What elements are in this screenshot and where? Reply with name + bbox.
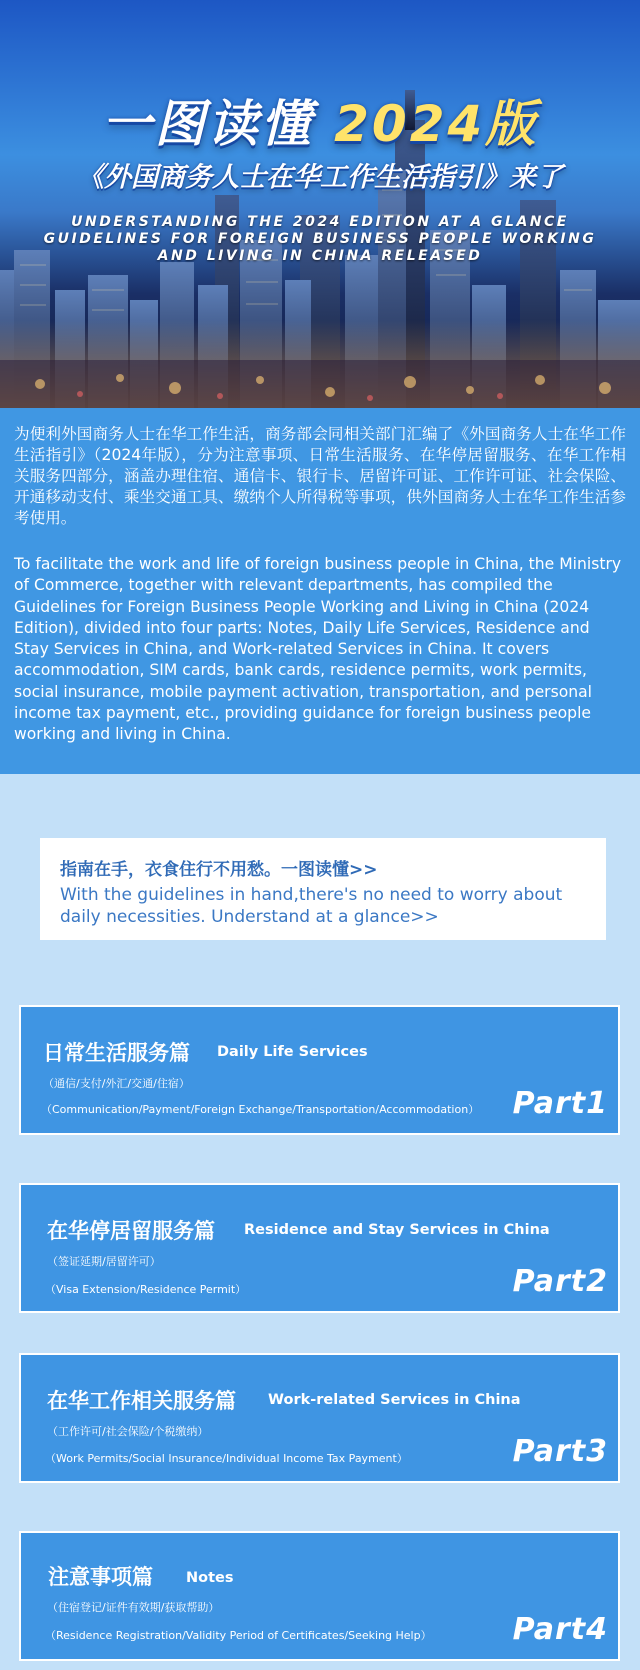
part-title-en: Residence and Stay Services in China — [244, 1222, 550, 1238]
hero-banner — [0, 0, 640, 408]
part-label: Part1 — [512, 1086, 608, 1121]
part-title-zh: 在华停居留服务篇 — [47, 1219, 215, 1243]
part-card-residence-stay[interactable] — [19, 1183, 620, 1313]
hero-english-title: UNDERSTANDING THE 2024 EDITION AT A GLANCE GUIDELINES FOR FOREIGN BUSINESS PEOPLE WORKING AND LIVING IN CHINA RELEASED — [43, 214, 597, 264]
part-tags-en: （Residence Registration/Validity Period of Certificates/Seeking Help） — [45, 1629, 432, 1642]
part-title-zh: 注意事项篇 — [48, 1565, 153, 1589]
part-title-zh: 在华工作相关服务篇 — [47, 1389, 236, 1413]
part-tags-zh: （签证延期/居留许可） — [47, 1255, 161, 1268]
hero-title-year: 2024版 — [334, 95, 539, 153]
intro-chinese-text: 为便利外国商务人士在华工作生活，商务部会同相关部门汇编了《外国商务人士在华工作生活指引》（2024年版），分为注意事项、日常生活服务、在华停居留服务、在华工作相关服务四部分，涵盖办理住宿、通信卡、银行卡、居留许可证、工作许可证、社会保险、开通移动支付、乘坐交通工具、缴纳个人所得税等事项，供外国商务人士在华工作生活参考使用。 — [14, 425, 626, 527]
guide-english-text: With the guidelines in hand,there's no need to worry about daily necessities. Understand at a glance>> — [60, 885, 563, 927]
part-title-zh: 日常生活服务篇 — [43, 1041, 190, 1065]
part-label: Part2 — [512, 1264, 608, 1299]
part-tags-en: （Communication/Payment/Foreign Exchange/Transportation/Accommodation） — [41, 1103, 480, 1116]
part-tags-en: （Work Permits/Social Insurance/Individual Income Tax Payment） — [45, 1452, 408, 1465]
part-tags-zh: （住宿登记/证件有效期/获取帮助） — [47, 1601, 220, 1614]
part-label: Part3 — [512, 1434, 608, 1469]
part-card-notes[interactable] — [19, 1531, 620, 1661]
hero-title — [0, 84, 640, 156]
part-tags-zh: （工作许可/社会保险/个税缴纳） — [47, 1425, 209, 1438]
part-title-en: Daily Life Services — [217, 1044, 368, 1060]
intro-section — [0, 408, 640, 774]
part-title-en: Work-related Services in China — [268, 1392, 521, 1408]
part-tags-en: （Visa Extension/Residence Permit） — [45, 1283, 247, 1296]
part-title-en: Notes — [186, 1570, 234, 1586]
part-card-daily-life[interactable] — [19, 1005, 620, 1135]
guide-chinese-text: 指南在手，衣食住行不用愁。一图读懂>> — [60, 860, 378, 880]
guide-banner[interactable] — [40, 838, 606, 940]
part-tags-zh: （通信/支付/外汇/交通/住宿） — [43, 1077, 190, 1090]
part-card-work-related[interactable] — [19, 1353, 620, 1483]
hero-title-main: 一图读懂 — [101, 95, 314, 153]
part-label: Part4 — [512, 1612, 608, 1647]
hero-subtitle: 《外国商务人士在华工作生活指引》来了 — [77, 162, 563, 193]
city-skyline-image — [0, 0, 640, 408]
intro-english-text: To facilitate the work and life of foreign business people in China, the Ministry of Commerce, together with relevant departments, has compiled the Guidelines for Foreign Business People Working and Living in China (2024 Edition), divided into four parts: Notes, Daily Life Services, Residence and Stay Services in China, and Work-related Services in China. It covers accommodation, SIM cards, bank cards, residence permits, work permits, social insurance, mobile payment activation, transportation, and personal income tax payment, etc., providing guidance for foreign business people working and living in China. — [14, 555, 622, 744]
